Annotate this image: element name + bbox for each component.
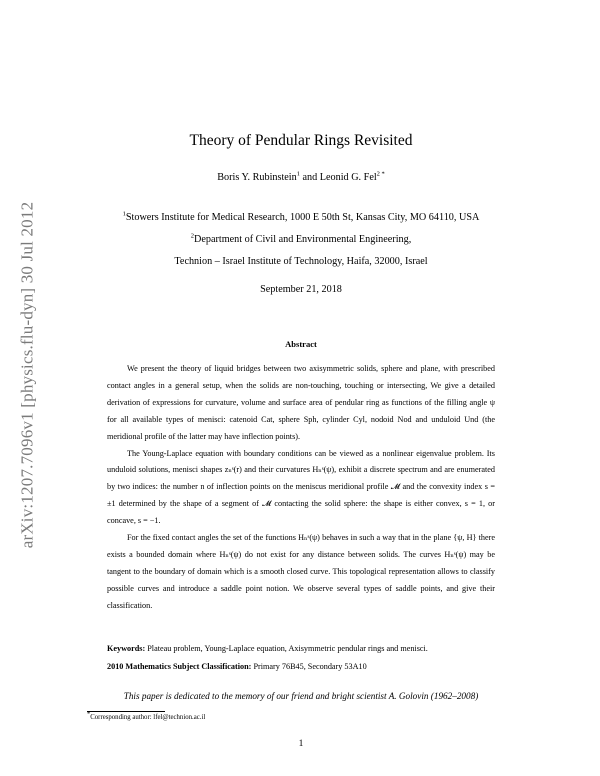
footnote-mark: * (87, 710, 91, 718)
affiliation-3: Technion – Israel Institute of Technology, Haifa, 32000, Israel (174, 256, 428, 267)
msc-text: Primary 76B45, Secondary 53A10 (251, 662, 367, 671)
footnote (87, 710, 206, 721)
author-1: Boris Y. Rubinstein (217, 172, 297, 183)
abstract-body (107, 361, 495, 615)
paper-date: September 21, 2018 (260, 284, 342, 295)
affiliation-1-mark: 1 (122, 210, 126, 218)
abstract-paragraph-1: We present the theory of liquid bridges between two axisymmetric solids, sphere and plane, with prescribed contact angles in a general setup, when the solids are non-touching, touching or intersecting, We give a detailed derivation of expressions for curvature, volume and surface area of pendular ring as functions of the filling angle ψ for all available types of menisci: catenoid Cat, sphere Sph, cylinder Cyl, nodoid Nod and unduloid Und (the meridional profile of the latter may have inflection points). (107, 364, 495, 441)
author-conjunction: and (299, 172, 320, 183)
author-1-mark: 1 (296, 170, 300, 178)
author-2: Leonid G. Fel (319, 172, 377, 183)
page-number: 1 (298, 739, 304, 749)
keywords-label: Keywords: (107, 644, 146, 653)
abstract-heading: Abstract (285, 339, 317, 349)
affiliation-2 (92, 234, 510, 245)
footnote-rule (87, 711, 165, 712)
arxiv-identifier: arXiv:1207.7096v1 [physics.flu-dyn] 30 Jul 2012 (17, 201, 37, 549)
msc-label: 2010 Mathematics Subject Classification: (107, 662, 252, 671)
author-line (92, 172, 510, 183)
abstract-paragraph-3: For the fixed contact angles the set of the functions Hₙˢ(ψ) behaves in such a way that in the plane {ψ, H} there exists a bounded domain where Hₙˢ(ψ) do not exist for any distance between solids. The curves Hₙˢ(ψ) may be tangent to the boundary of domain which is a smooth closed curve. This topological representation allows to classify possible curves and introduce a saddle point notion. We observe several types of saddle points, and give their classification. (107, 533, 495, 610)
affiliation-2-mark: 2 (190, 232, 194, 240)
dedication: This paper is dedicated to the memory of our friend and bright scientist A. Golovin (1962–2008) (123, 691, 479, 701)
footnote-text: Corresponding author: lfel@technion.ac.il (90, 714, 206, 721)
keywords-text: Plateau problem, Young-Laplace equation, Axisymmetric pendular rings and menisci. (145, 644, 428, 653)
arxiv-sidebar (12, 165, 42, 585)
abstract-paragraph-2: The Young-Laplace equation with boundary conditions can be viewed as a nonlinear eigenvalue problem. Its unduloid solutions, menisci shapes zₙˢ(r) and their curvatures Hₙˢ(ψ), exhibit a discrete spectrum and are enumerated by two indices: the number n of inflection points on the meniscus meridional profile 𝓜 and the convexity index s = ±1 determined by the shape of a segment of 𝓜 contacting the solid sphere: the shape is either convex, s = 1, or concave, s = −1. (107, 448, 495, 526)
msc-line (107, 662, 499, 671)
author-2-mark: 2 * (376, 170, 385, 178)
affiliation-1-text: Stowers Institute for Medical Research, 1000 E 50th St, Kansas City, MO 64110, USA (125, 212, 480, 223)
keywords-line (107, 644, 499, 653)
affiliation-1 (92, 212, 510, 223)
paper-title: Theory of Pendular Rings Revisited (189, 132, 413, 149)
affiliation-2-text: Department of Civil and Environmental Engineering, (193, 234, 412, 245)
